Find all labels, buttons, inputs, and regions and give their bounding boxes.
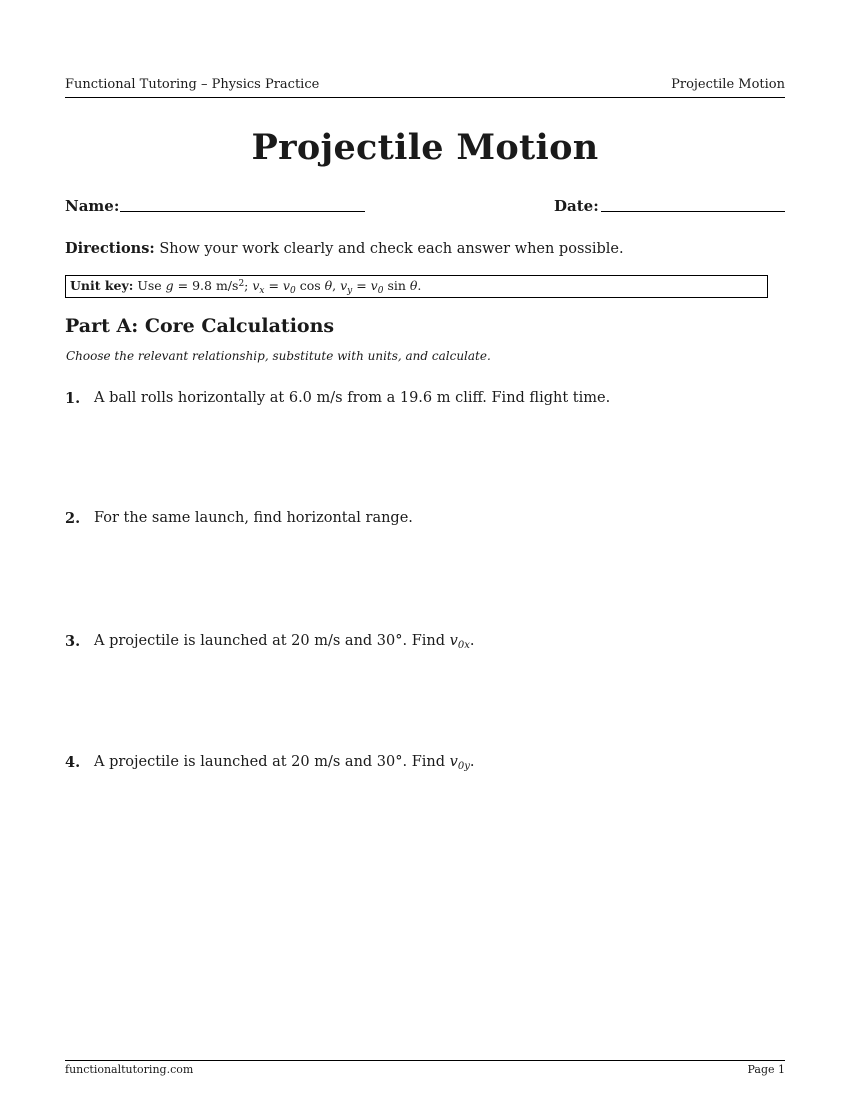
section-instructions: Choose the relevant relationship, substitute with units, and calculate. [66, 349, 491, 363]
footer-website: functionaltutoring.com [65, 1063, 194, 1076]
footer-divider [65, 1060, 785, 1061]
unit-key-vy: v [340, 278, 348, 293]
unit-key-vx-sub: x [259, 286, 265, 296]
section-title: Part A: Core Calculations [65, 315, 335, 337]
header-divider [65, 97, 785, 98]
unit-key-sep: , [332, 278, 341, 293]
question-number: 4. [65, 754, 81, 771]
question-variable-subscript: 0x [457, 640, 470, 651]
question-variable: v [449, 754, 458, 770]
unit-key-v0-sub: 0 [377, 286, 384, 296]
question-variable: v [449, 633, 458, 649]
unit-key-end: . [417, 278, 422, 293]
unit-key-vx-eq: = [264, 278, 283, 293]
unit-key-text [70, 278, 421, 296]
header-course-title: Functional Tutoring – Physics Practice [65, 77, 320, 92]
question-variable-subscript: 0y [457, 761, 470, 772]
unit-key-g: g [165, 278, 174, 293]
question-text-main: A projectile is launched at 20 m/s and 30°. Find [94, 754, 450, 770]
unit-key-sep: ; [244, 278, 253, 293]
directions-label: Directions: [65, 240, 155, 257]
date-label: Date: [554, 197, 599, 215]
question-text-main: A projectile is launched at 20 m/s and 30°. Find [94, 633, 450, 649]
name-field-line[interactable] [120, 211, 365, 212]
question-number: 3. [65, 633, 81, 650]
unit-key-theta: θ [324, 278, 333, 293]
directions-text: Show your work clearly and check each answer when possible. [154, 241, 624, 257]
unit-key-theta: θ [409, 278, 418, 293]
unit-key-vy-eq: = [352, 278, 371, 293]
question-text-end: . [469, 633, 475, 649]
date-field-line[interactable] [601, 211, 785, 212]
unit-key-g-exp: 2 [238, 279, 245, 289]
question-text: For the same launch, find horizontal range. [94, 510, 413, 526]
unit-key-cos: cos [295, 278, 325, 293]
unit-key-v0: v [370, 278, 378, 293]
unit-key-label: Unit key: [70, 278, 134, 293]
directions [65, 240, 624, 257]
question-text [94, 754, 474, 772]
question-number: 1. [65, 390, 81, 407]
unit-key-sin: sin [383, 278, 410, 293]
name-label: Name: [65, 197, 120, 215]
page-number: Page 1 [747, 1063, 785, 1076]
header-topic: Projectile Motion [671, 77, 785, 92]
unit-key-vy-sub: y [347, 286, 353, 296]
unit-key-vx: v [252, 278, 260, 293]
unit-key-v0: v [282, 278, 290, 293]
question-text [94, 633, 474, 651]
unit-key-use: Use [133, 278, 166, 293]
question-text: A ball rolls horizontally at 6.0 m/s from a 19.6 m cliff. Find flight time. [94, 390, 611, 406]
unit-key-g-eq: = 9.8 m/s [173, 278, 239, 293]
question-text-end: . [469, 754, 475, 770]
page-title: Projectile Motion [251, 127, 599, 168]
unit-key-v0-sub: 0 [289, 286, 296, 296]
question-number: 2. [65, 510, 81, 527]
